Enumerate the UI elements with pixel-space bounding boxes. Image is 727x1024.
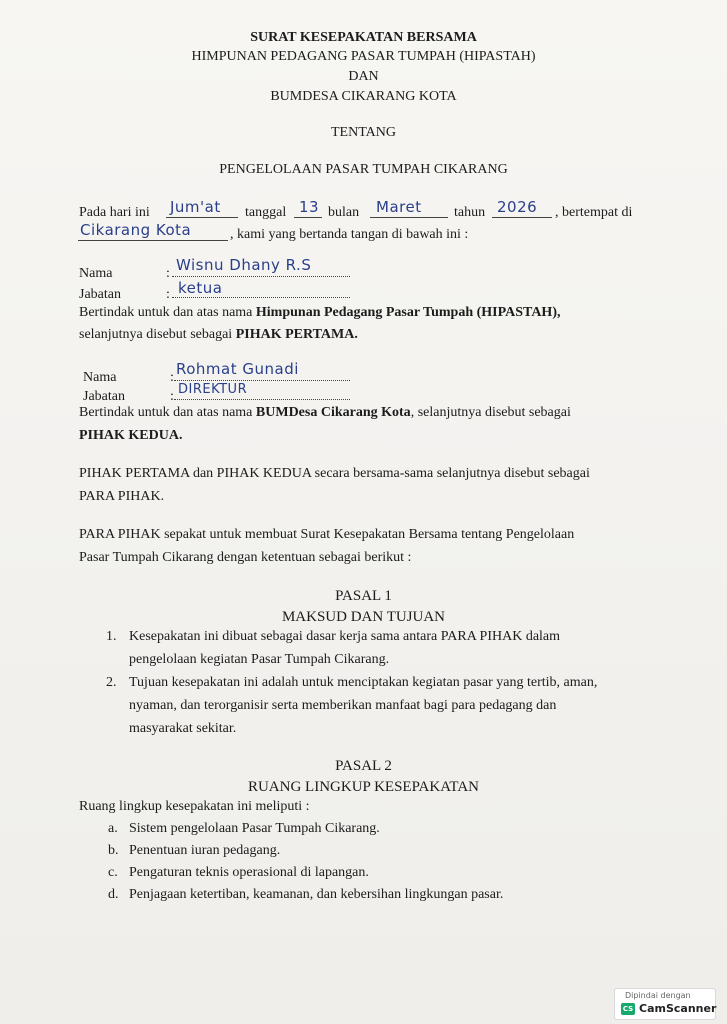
opening-month: Maret [376,198,422,216]
camscanner-name: CamScanner [639,1002,717,1015]
party2-jabatan-label: Jabatan [83,389,125,404]
camscanner-caption: Dipindai dengan [625,991,691,1000]
party2-jabatan-colon: : [170,389,174,404]
party2-jabatan-value: DIREKTUR [178,382,248,397]
party2-nama-colon: : [170,370,174,385]
doc-subject: PENGELOLAAN PASAR TUMPAH CIKARANG [219,162,508,177]
party2-nama-line [174,380,350,381]
opening-place: Cikarang Kota [80,221,192,239]
party2-desc-role: PIHAK KEDUA. [79,428,183,443]
party2-nama-value: Rohmat Gunadi [176,360,299,378]
pasal1-item2-num: 2. [106,675,117,690]
party2-desc-org: BUMDesa Cikarang Kota [255,405,411,420]
pasal1-item2-line2: nyaman, dan terorganisir serta memberikan manfaat bagi para pedagang dan [129,698,557,713]
opening-bertempat: , bertempat di [555,205,633,220]
opening-tanggal: tanggal [245,205,287,220]
party2-nama-label: Nama [83,370,117,385]
pasal1-title: PASAL 1 [335,588,392,604]
party1-jabatan-value: ketua [178,279,223,297]
pasal1-item1-line1: Kesepakatan ini dibuat sebagai dasar kerja sama antara PARA PIHAK dalam [129,629,561,644]
agreement-line2: Pasar Tumpah Cikarang dengan ketentuan sebagai berikut : [79,550,412,565]
date-line [294,217,322,218]
pasal2-subtitle: RUANG LINGKUP KESEPAKATAN [247,779,480,795]
party1-jabatan-line [172,297,350,298]
party1-nama-colon: : [166,266,170,281]
para-pihak-line1: PIHAK PERTAMA dan PIHAK KEDUA secara bersama-sama selanjutnya disebut sebagai [79,466,590,481]
pasal1-item2-line1: Tujuan kesepakatan ini adalah untuk menciptakan kegiatan pasar yang tertib, aman, [129,675,598,690]
doc-title-org2: BUMDESA CIKARANG KOTA [270,89,457,104]
month-line [370,217,448,218]
opening-bulan: bulan [328,205,360,220]
doc-tentang: TENTANG [331,125,396,140]
opening-year: 2026 [497,198,538,216]
year-line [492,217,552,218]
doc-title: SURAT KESEPAKATAN BERSAMA [250,30,477,45]
party1-desc-role: PIHAK PERTAMA. [235,327,358,342]
doc-title-org1: HIMPUNAN PEDAGANG PASAR TUMPAH (HIPASTAH) [191,49,536,64]
opening-day: Jum'at [170,198,221,216]
party1-jabatan-colon: : [166,287,170,302]
party2-jabatan-line [174,399,350,400]
party2-desc-line1 [79,405,571,421]
pasal2-item-c-text: Pengaturan teknis operasional di lapangan. [129,865,369,880]
day-line [166,217,238,218]
pasal2-item-a-num: a. [108,821,118,836]
party1-desc-mid: selanjutnya disebut sebagai [79,327,233,342]
opening-pada-hari: Pada hari ini [79,205,150,220]
party1-desc-line2 [79,327,358,343]
party2-desc-suffix: , selanjutnya disebut sebagai [410,405,571,420]
pasal1-item1-line2: pengelolaan kegiatan Pasar Tumpah Cikarang. [129,652,390,667]
pasal2-item-c-num: c. [108,865,118,880]
pasal2-item-d-text: Penjagaan ketertiban, keamanan, dan kebersihan lingkungan pasar. [129,887,504,902]
opening-date: 13 [299,198,320,216]
opening-kami: , kami yang bertanda tangan di bawah ini : [230,227,469,242]
party1-desc-org: Himpunan Pedagang Pasar Tumpah (HIPASTAH), [255,305,561,320]
party2-desc-prefix: Bertindak untuk dan atas nama [79,405,253,420]
camscanner-badge [614,988,716,1020]
agreement-line1: PARA PIHAK sepakat untuk membuat Surat Kesepakatan Bersama tentang Pengelolaan [79,527,575,542]
pasal2-item-a-text: Sistem pengelolaan Pasar Tumpah Cikarang. [129,821,380,836]
opening-tahun: tahun [454,205,486,220]
party1-jabatan-label: Jabatan [79,287,121,302]
pasal2-title: PASAL 2 [335,758,392,774]
pasal1-item1-num: 1. [106,629,117,644]
party1-desc-line1 [79,305,560,321]
party1-nama-value: Wisnu Dhany R.S [176,256,312,274]
pasal2-item-d-num: d. [108,887,119,902]
pasal1-subtitle: MAKSUD DAN TUJUAN [281,609,446,625]
place-line [78,240,228,241]
para-pihak-line2: PARA PIHAK. [79,489,165,504]
party1-nama-label: Nama [79,266,113,281]
pasal2-item-b-num: b. [108,843,119,858]
party1-nama-line [172,276,350,277]
doc-title-and: DAN [348,69,379,84]
camscanner-logo-icon: CS [622,1005,634,1013]
pasal2-item-b-text: Penentuan iuran pedagang. [129,843,281,858]
party1-desc-prefix: Bertindak untuk dan atas nama [79,305,253,320]
pasal1-item2-line3: masyarakat sekitar. [129,721,237,736]
pasal2-intro: Ruang lingkup kesepakatan ini meliputi : [79,799,310,814]
